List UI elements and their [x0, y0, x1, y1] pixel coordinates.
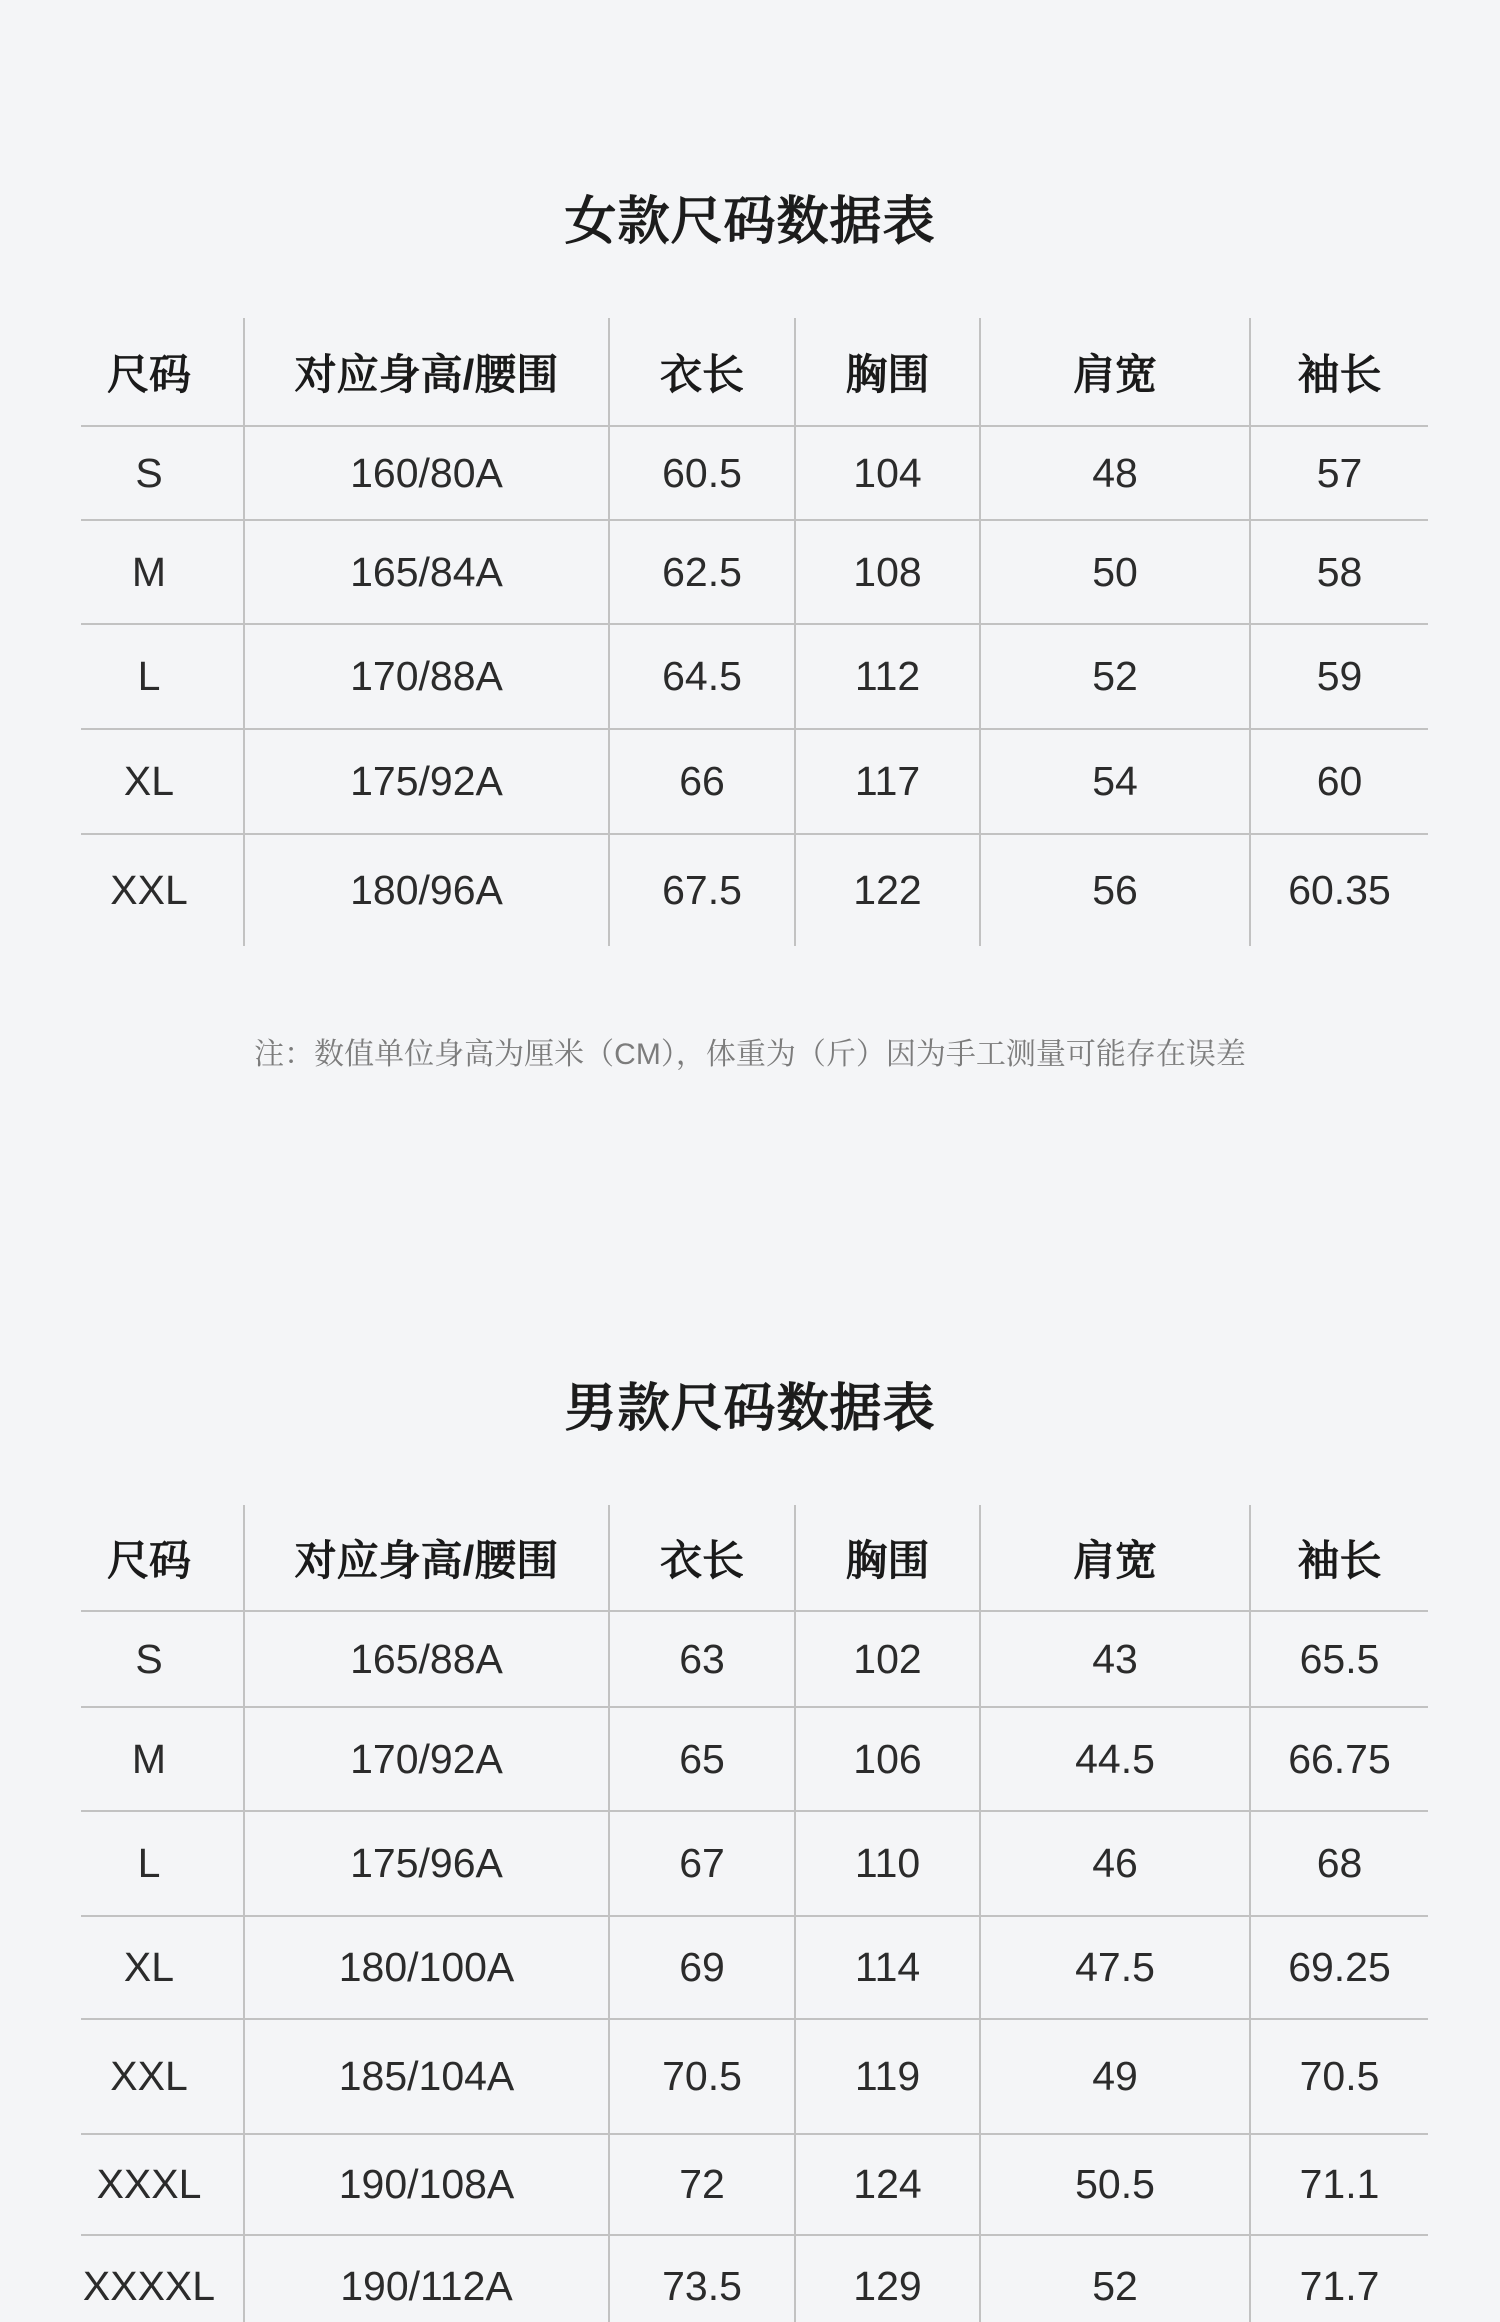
shoulder-cell: 56: [980, 834, 1250, 946]
sleeve-cell: 71.1: [1250, 2134, 1428, 2235]
size-cell: L: [81, 624, 244, 729]
sleeve-cell: 65.5: [1250, 1611, 1428, 1707]
header-height-waist: 对应身高/腰围: [244, 318, 609, 426]
table-row: [81, 1611, 1428, 1707]
size-cell: M: [81, 520, 244, 624]
shoulder-cell: 50.5: [980, 2134, 1250, 2235]
sleeve-cell: 57: [1250, 426, 1428, 520]
shoulder-cell: 54: [980, 729, 1250, 834]
length-cell: 67.5: [609, 834, 795, 946]
shoulder-cell: 47.5: [980, 1916, 1250, 2019]
header-shoulder: 肩宽: [980, 1505, 1250, 1611]
table-row: [81, 2134, 1428, 2235]
sleeve-cell: 70.5: [1250, 2019, 1428, 2134]
sleeve-cell: 71.7: [1250, 2235, 1428, 2322]
size-cell: S: [81, 426, 244, 520]
men-size-table: [81, 1505, 1428, 2322]
table-row: [81, 2235, 1428, 2322]
table-row: [81, 426, 1428, 520]
sleeve-cell: 59: [1250, 624, 1428, 729]
chest-cell: 129: [795, 2235, 980, 2322]
shoulder-cell: 52: [980, 624, 1250, 729]
shoulder-cell: 49: [980, 2019, 1250, 2134]
shoulder-cell: 43: [980, 1611, 1250, 1707]
length-cell: 65: [609, 1707, 795, 1811]
shoulder-cell: 44.5: [980, 1707, 1250, 1811]
chest-cell: 112: [795, 624, 980, 729]
header-height-waist: 对应身高/腰围: [244, 1505, 609, 1611]
table-header-row: [81, 1505, 1428, 1611]
table-row: [81, 1916, 1428, 2019]
shoulder-cell: 52: [980, 2235, 1250, 2322]
length-cell: 70.5: [609, 2019, 795, 2134]
length-cell: 60.5: [609, 426, 795, 520]
table-header-row: [81, 318, 1428, 426]
header-length: 衣长: [609, 1505, 795, 1611]
height-waist-cell: 160/80A: [244, 426, 609, 520]
table-row: [81, 1811, 1428, 1916]
header-size: 尺码: [106, 1536, 191, 1584]
chest-cell: 122: [795, 834, 980, 946]
shoulder-cell: 50: [980, 520, 1250, 624]
men-size-chart-title: 男款尺码数据表: [564, 1380, 936, 1438]
chest-cell: 124: [795, 2134, 980, 2235]
size-cell: S: [81, 1611, 244, 1707]
height-waist-cell: 180/100A: [244, 1916, 609, 2019]
size-cell: XXXXL: [81, 2235, 244, 2322]
size-cell: M: [81, 1707, 244, 1811]
height-waist-cell: 190/112A: [244, 2235, 609, 2322]
women-size-chart-title: 女款尺码数据表: [564, 193, 936, 251]
length-cell: 63: [609, 1611, 795, 1707]
measurement-note: 注：数值单位身高为厘米（CM），体重为（斤）因为手工测量可能存在误差: [254, 1038, 1246, 1071]
header-sleeve: 袖长: [1250, 318, 1428, 426]
chest-cell: 108: [795, 520, 980, 624]
women-size-table: [81, 318, 1428, 946]
header-length: 衣长: [609, 318, 795, 426]
shoulder-cell: 46: [980, 1811, 1250, 1916]
length-cell: 66: [609, 729, 795, 834]
size-cell: XL: [81, 729, 244, 834]
length-cell: 69: [609, 1916, 795, 2019]
header-size: 尺码: [106, 350, 191, 398]
chest-cell: 119: [795, 2019, 980, 2134]
size-cell: L: [81, 1811, 244, 1916]
header-chest: 胸围: [795, 1505, 980, 1611]
chest-cell: 117: [795, 729, 980, 834]
chest-cell: 104: [795, 426, 980, 520]
shoulder-cell: 48: [980, 426, 1250, 520]
table-row: [81, 834, 1428, 946]
length-cell: 64.5: [609, 624, 795, 729]
table-row: [81, 1707, 1428, 1811]
height-waist-cell: 175/96A: [244, 1811, 609, 1916]
length-cell: 73.5: [609, 2235, 795, 2322]
height-waist-cell: 185/104A: [244, 2019, 609, 2134]
size-cell: XXL: [81, 2019, 244, 2134]
size-cell: XXL: [81, 834, 244, 946]
chest-cell: 114: [795, 1916, 980, 2019]
height-waist-cell: 175/92A: [244, 729, 609, 834]
sleeve-cell: 60.35: [1250, 834, 1428, 946]
sleeve-cell: 58: [1250, 520, 1428, 624]
length-cell: 72: [609, 2134, 795, 2235]
height-waist-cell: 170/92A: [244, 1707, 609, 1811]
table-row: [81, 729, 1428, 834]
header-sleeve: 袖长: [1250, 1505, 1428, 1611]
height-waist-cell: 190/108A: [244, 2134, 609, 2235]
chest-cell: 102: [795, 1611, 980, 1707]
size-cell: XXXL: [81, 2134, 244, 2235]
length-cell: 67: [609, 1811, 795, 1916]
height-waist-cell: 180/96A: [244, 834, 609, 946]
table-row: [81, 624, 1428, 729]
table-row: [81, 2019, 1428, 2134]
height-waist-cell: 170/88A: [244, 624, 609, 729]
length-cell: 62.5: [609, 520, 795, 624]
sleeve-cell: 60: [1250, 729, 1428, 834]
height-waist-cell: 165/88A: [244, 1611, 609, 1707]
height-waist-cell: 165/84A: [244, 520, 609, 624]
size-cell: XL: [81, 1916, 244, 2019]
header-chest: 胸围: [795, 318, 980, 426]
chest-cell: 106: [795, 1707, 980, 1811]
sleeve-cell: 68: [1250, 1811, 1428, 1916]
header-shoulder: 肩宽: [980, 318, 1250, 426]
table-row: [81, 520, 1428, 624]
chest-cell: 110: [795, 1811, 980, 1916]
sleeve-cell: 66.75: [1250, 1707, 1428, 1811]
sleeve-cell: 69.25: [1250, 1916, 1428, 2019]
